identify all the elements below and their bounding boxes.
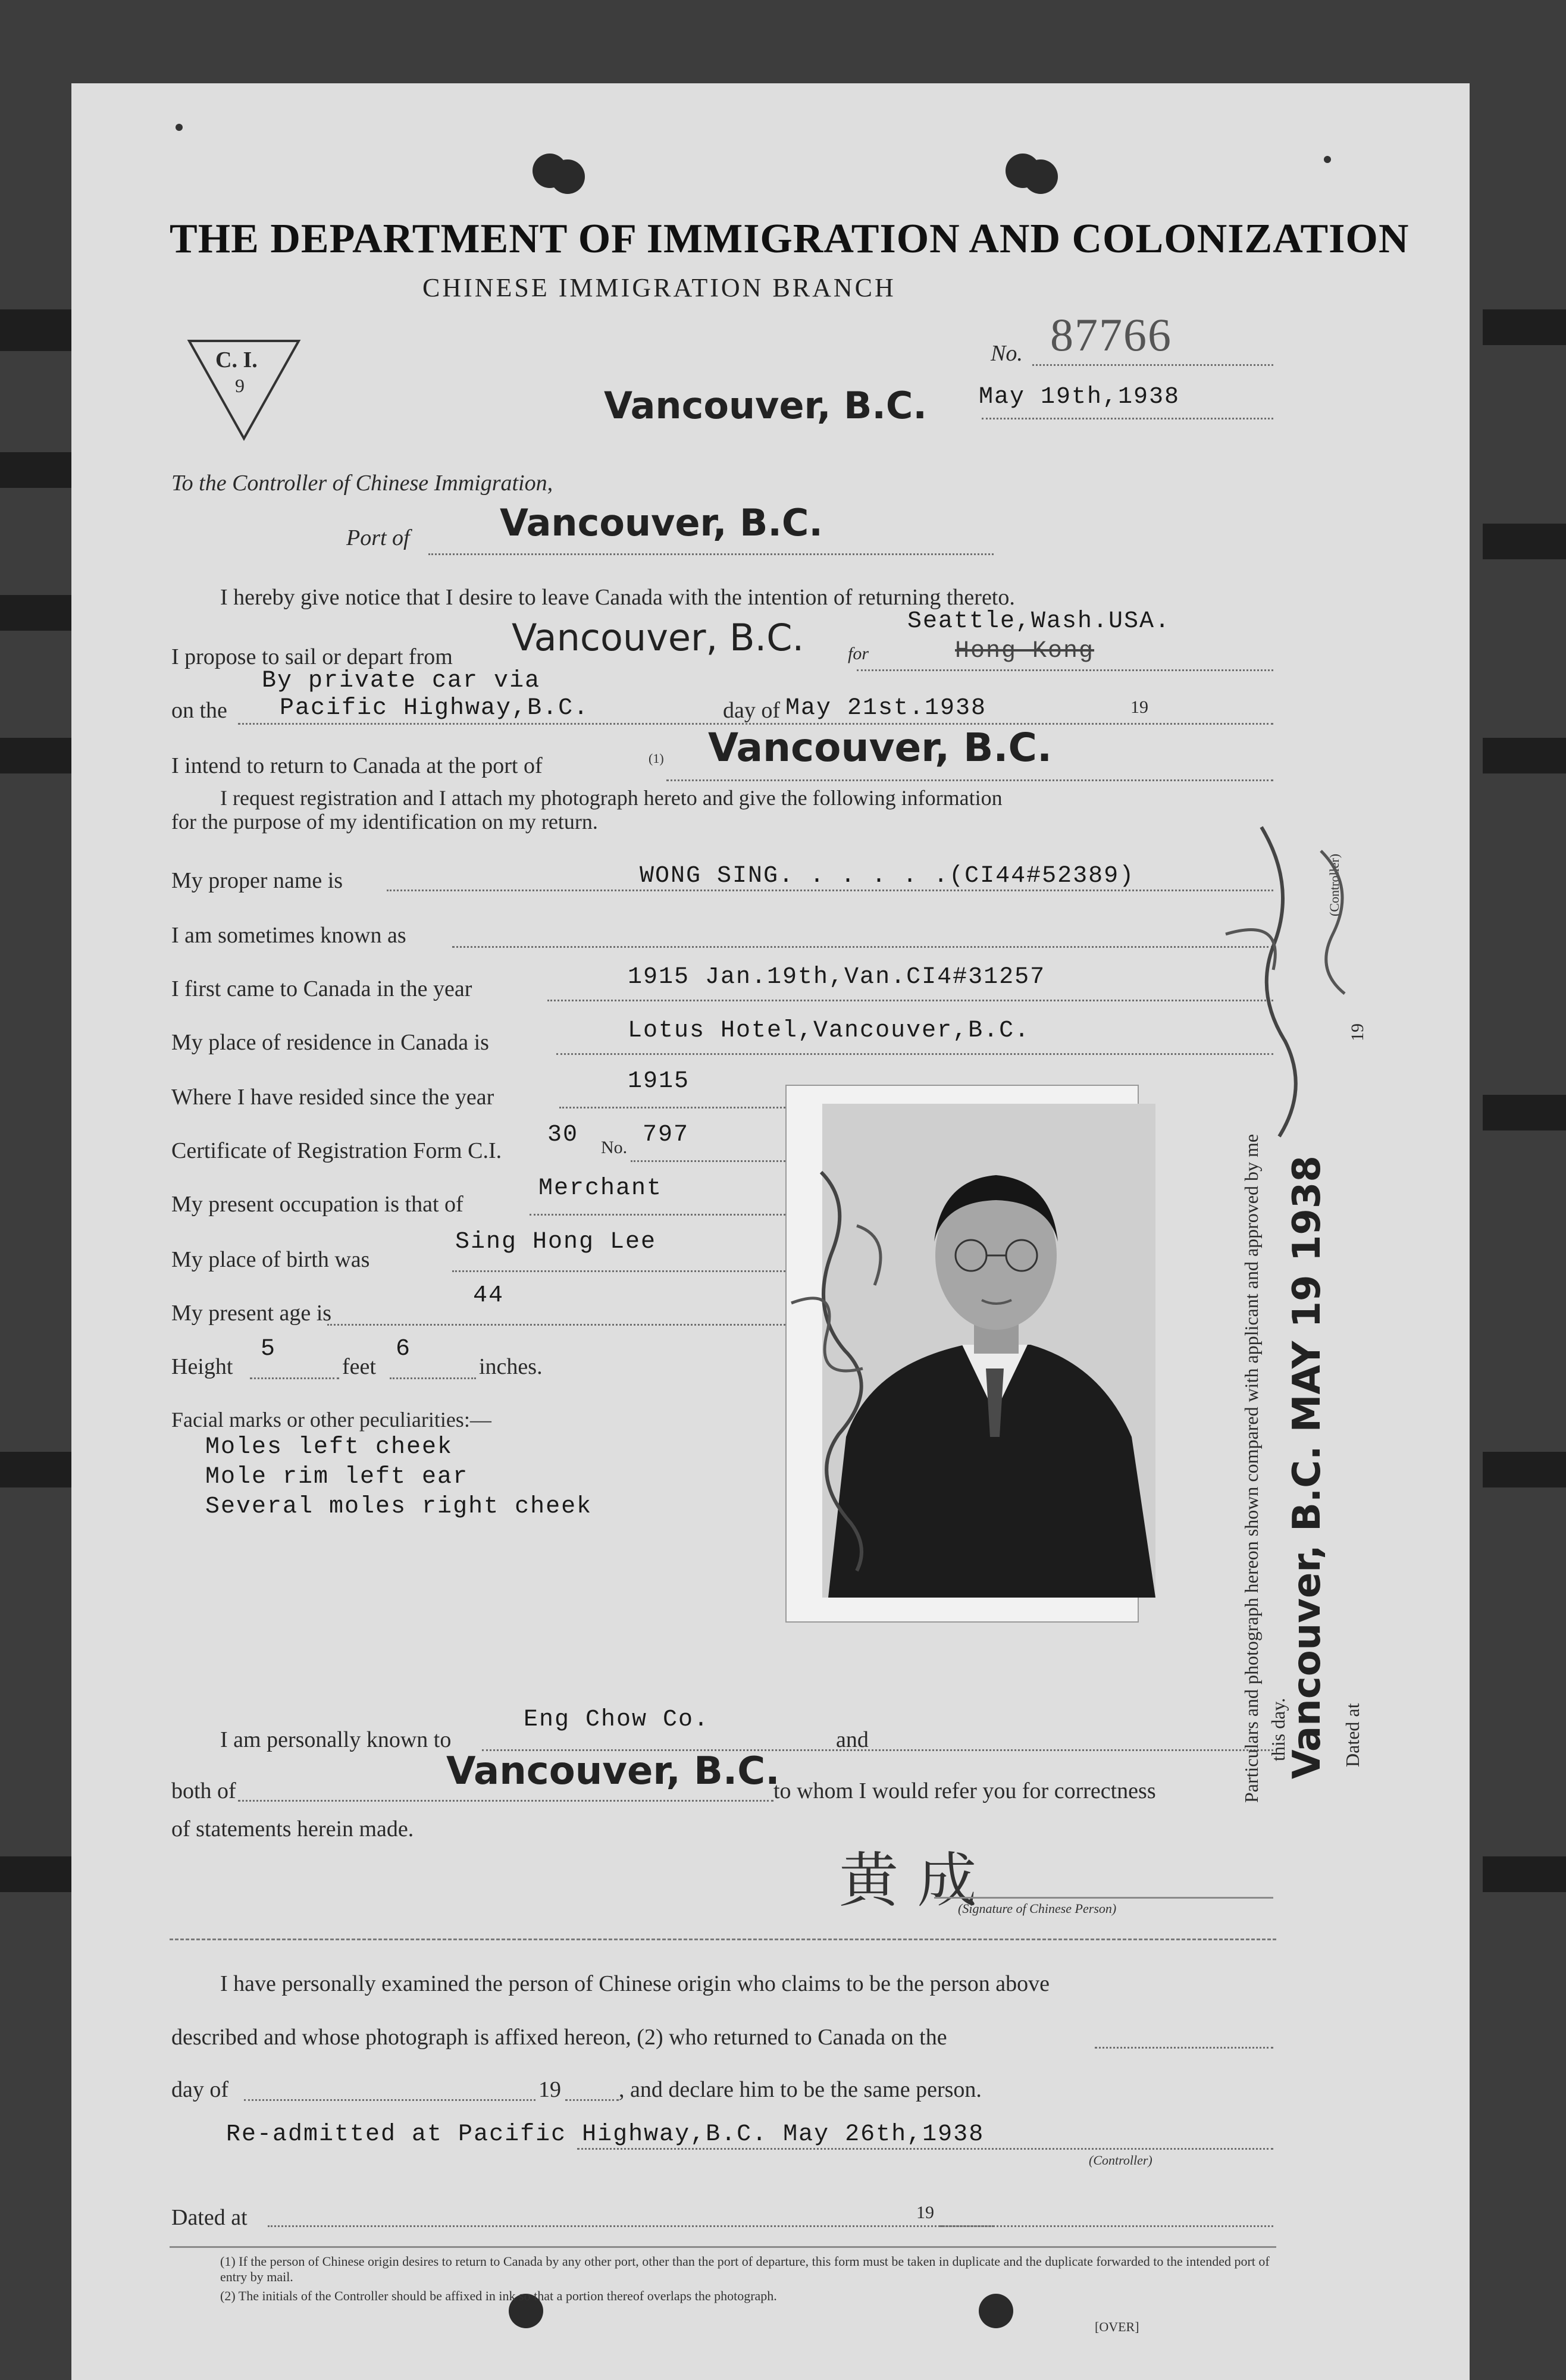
- dated-at-label: Dated at: [171, 2205, 248, 2230]
- sail-struck: Hong Kong: [955, 638, 1095, 665]
- sail-for-label: for: [848, 644, 869, 663]
- controller-caption: (Controller): [1089, 2153, 1152, 2168]
- certificate-no-label: No.: [601, 1138, 628, 1157]
- side-date-stamp: Vancouver, B.C. MAY 19 1938: [1285, 1155, 1329, 1779]
- sail-dotted-line: [857, 669, 1273, 671]
- birthplace-label: My place of birth was: [171, 1247, 370, 1272]
- address-line: To the Controller of Chinese Immigration,: [171, 471, 553, 496]
- both-of-rest: to whom I would refer you for correctness: [773, 1778, 1156, 1803]
- punch-hole: [550, 159, 585, 194]
- scan-speck: [176, 124, 183, 131]
- residence-dotted-line: [556, 1053, 1273, 1055]
- sail-from: Vancouver, B.C.: [512, 616, 804, 659]
- first-came-value: 1915 Jan.19th,Van.CI4#31257: [628, 964, 1046, 991]
- resided-since-dotted-line: [559, 1107, 785, 1108]
- footnote-1: (1) If the person of Chinese origin desires to return to Canada by any other port, other than the port of departure, this form must be taken in duplicate and the duplicate forwarded to the intended port of entry by mail.: [220, 2254, 1270, 2284]
- examination-year-dotted: [565, 2099, 619, 2101]
- examination-dotted-line: [1095, 2047, 1273, 2049]
- side-year-prefix: 19: [1348, 1023, 1367, 1041]
- readmitted-note: Re-admitted at Pacific Highway,B.C. May 26th,1938: [226, 2121, 985, 2148]
- punch-hole: [1023, 159, 1058, 194]
- side-this-day: this day.: [1267, 1698, 1289, 1761]
- certificate-number: 797: [643, 1122, 690, 1148]
- branch-subtitle: CHINESE IMMIGRATION BRANCH: [422, 273, 896, 302]
- dated-at-dotted: [268, 2225, 994, 2227]
- examination-line1: I have personally examined the person of Chinese origin who claims to be the person above: [220, 1971, 1050, 1996]
- form-code-triangle: [184, 336, 303, 443]
- age-value: 44: [473, 1282, 505, 1309]
- scan-edge-band: [0, 452, 71, 488]
- page-title: THE DEPARTMENT OF IMMIGRATION AND COLONIZATION: [170, 216, 1410, 262]
- residence-label: My place of residence in Canada is: [171, 1030, 489, 1055]
- both-of-label: both of: [171, 1778, 236, 1803]
- statements-line: of statements herein made.: [171, 1817, 414, 1842]
- scan-edge-band: [0, 309, 71, 351]
- feet-label: feet: [342, 1354, 376, 1379]
- departure-date: May 21st.1938: [785, 695, 987, 722]
- resided-since-label: Where I have resided since the year: [171, 1085, 494, 1110]
- footnote-2: (2) The initials of the Controller should be affixed in ink so that a portion thereof overlaps the photograph.: [220, 2288, 777, 2303]
- return-port: Vancouver, B.C.: [708, 725, 1053, 771]
- scan-edge-band: [0, 738, 71, 774]
- date-dotted-line: [982, 418, 1273, 419]
- port-dotted-line: [428, 553, 994, 555]
- port-value: Vancouver, B.C.: [500, 501, 823, 544]
- scan-edge-band: [0, 595, 71, 631]
- first-came-label: I first came to Canada in the year: [171, 976, 472, 1001]
- occupation-value: Merchant: [538, 1175, 663, 1202]
- form-code-line1: C. I.: [215, 347, 258, 372]
- signature-line: [934, 1897, 1273, 1899]
- side-signature-icon: [1190, 815, 1380, 1148]
- facial-mark: Several moles right cheek: [205, 1493, 593, 1520]
- scan-edge-band: [1483, 1095, 1566, 1130]
- examination-line3-rest: , and declare him to be the same person.: [619, 2077, 982, 2102]
- scan-edge-band: [0, 1452, 71, 1488]
- form-number: 87766: [1050, 309, 1172, 361]
- height-inches-dotted: [390, 1377, 476, 1379]
- proper-name-dotted-line: [387, 890, 1273, 891]
- examination-day-label: day of: [171, 2077, 229, 2102]
- height-feet-dotted: [250, 1377, 339, 1379]
- travel-method: By private car via: [262, 668, 541, 694]
- return-note: (1): [649, 751, 664, 766]
- request-line2: for the purpose of my identification on my return.: [171, 810, 598, 834]
- facial-mark: Mole rim left ear: [205, 1464, 469, 1490]
- certificate-form: 30: [547, 1122, 579, 1148]
- header-date: May 19th,1938: [979, 384, 1180, 411]
- occupation-label: My present occupation is that of: [171, 1192, 463, 1217]
- number-dotted-line: [1032, 364, 1273, 366]
- certificate-dotted-line: [631, 1160, 785, 1162]
- port-label: Port of: [346, 525, 410, 550]
- inches-label: inches.: [479, 1354, 543, 1379]
- place-stamp: Vancouver, B.C.: [604, 384, 927, 427]
- residence-value: Lotus Hotel,Vancouver,B.C.: [628, 1017, 1031, 1044]
- examination-day-dotted: [244, 2099, 535, 2101]
- facial-marks-label: Facial marks or other peculiarities:—: [171, 1408, 491, 1432]
- both-of-dotted-line: [238, 1800, 773, 1802]
- day-of-label: day of: [723, 698, 781, 723]
- examination-line2: described and whose photograph is affixed hereon, (2) who returned to Canada on the: [171, 2025, 947, 2050]
- punch-hole: [979, 2294, 1013, 2328]
- on-the-label: on the: [171, 698, 227, 723]
- initials-signature-icon: [768, 1154, 922, 1583]
- sail-label: I propose to sail or depart from: [171, 644, 453, 669]
- form-sheet: [71, 83, 1470, 2380]
- scan-edge-band: [1483, 1856, 1566, 1892]
- readmitted-dotted-line: [577, 2148, 1273, 2150]
- form-code-line2: 9: [235, 375, 245, 396]
- and-label: and: [836, 1727, 869, 1752]
- facial-mark: Moles left cheek: [205, 1434, 453, 1461]
- height-feet: 5: [261, 1336, 277, 1363]
- footnote-rule: [170, 2246, 1276, 2248]
- known-to-label: I am personally known to: [220, 1727, 452, 1752]
- examination-year: 19: [538, 2077, 561, 2102]
- dated-year: 19: [916, 2203, 934, 2222]
- year-prefix: 19: [1130, 697, 1148, 717]
- chinese-signature: 黄 成: [839, 1846, 977, 1915]
- over-label: [OVER]: [1095, 2319, 1139, 2334]
- dated-year-dotted: [940, 2225, 1273, 2227]
- first-came-dotted-line: [547, 1000, 1273, 1001]
- age-dotted-line: [327, 1324, 785, 1326]
- certificate-label: Certificate of Registration Form C.I.: [171, 1138, 502, 1163]
- signature-caption: (Signature of Chinese Person): [958, 1901, 1117, 1916]
- travel-route: Pacific Highway,B.C.: [280, 695, 590, 722]
- return-label: I intend to return to Canada at the port of: [171, 753, 543, 778]
- scan-edge-band: [1483, 524, 1566, 559]
- scan-edge-band: [1483, 738, 1566, 774]
- request-line1: I request registration and I attach my photograph hereto and give the following information: [220, 786, 1003, 810]
- number-label: No.: [991, 341, 1023, 366]
- height-inches: 6: [396, 1336, 412, 1363]
- resided-since-value: 1915: [628, 1068, 690, 1095]
- age-label: My present age is: [171, 1301, 332, 1326]
- scan-edge-band: [1483, 309, 1566, 345]
- birthplace-value: Sing Hong Lee: [455, 1229, 657, 1255]
- scan-edge-band: [0, 1856, 71, 1892]
- scan-edge-band: [1483, 1452, 1566, 1488]
- known-to-value: Eng Chow Co.: [524, 1706, 710, 1733]
- proper-name-value: WONG SING. . . . . .(CI44#52389): [640, 863, 1135, 890]
- side-controller: (Controller): [1327, 853, 1342, 916]
- side-particulars: Particulars and photograph hereon shown compared with applicant and approved by me: [1241, 1133, 1262, 1803]
- proper-name-label: My proper name is: [171, 868, 343, 893]
- known-as-label: I am sometimes known as: [171, 923, 406, 948]
- side-dated-at: Dated at: [1342, 1703, 1363, 1767]
- sail-to: Seattle,Wash.USA.: [907, 608, 1171, 635]
- known-as-dotted-line: [452, 946, 1273, 948]
- section-divider: [170, 1939, 1276, 1940]
- return-dotted-line: [666, 779, 1273, 781]
- occupation-dotted-line: [530, 1214, 785, 1216]
- birthplace-dotted-line: [452, 1270, 785, 1272]
- notice-text: I hereby give notice that I desire to leave Canada with the intention of returning thereto.: [220, 585, 1015, 610]
- scan-speck: [1324, 156, 1331, 163]
- height-label: Height: [171, 1354, 233, 1379]
- both-of-value: Vancouver, B.C.: [446, 1749, 780, 1793]
